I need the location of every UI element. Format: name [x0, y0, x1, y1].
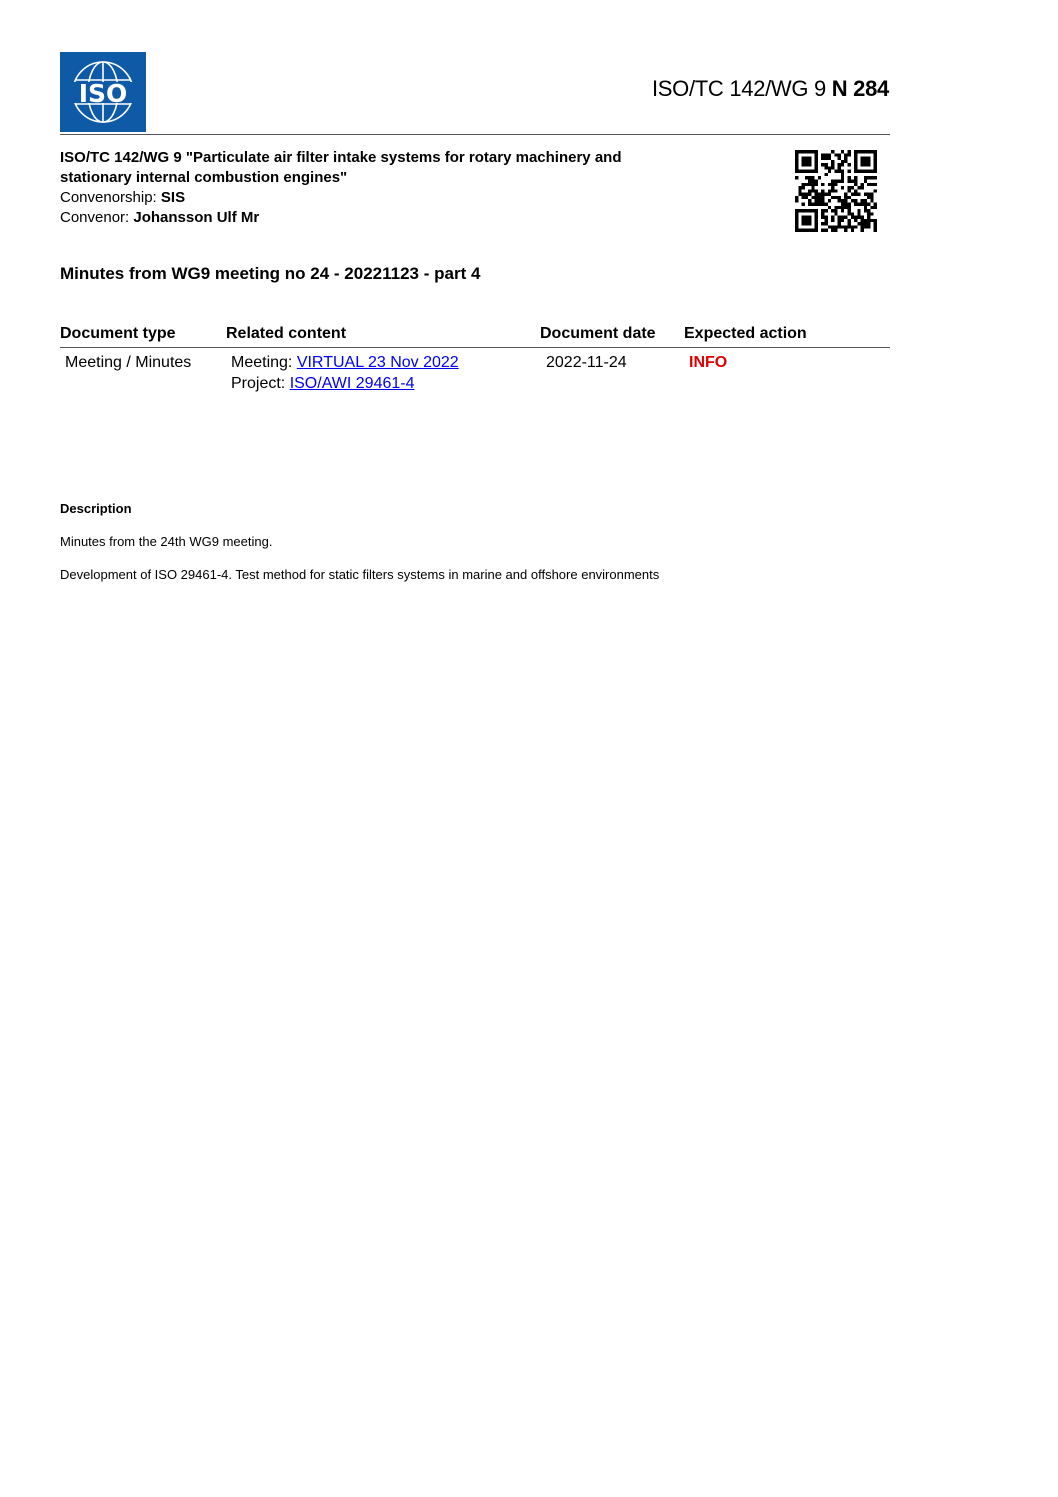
convenor-line	[60, 208, 760, 228]
committee-title-line1: ISO/TC 142/WG 9 "Particulate air filter intake systems for rotary machinery and	[60, 149, 622, 166]
cell-document-type: Meeting / Minutes	[65, 354, 192, 371]
description-heading: Description	[60, 501, 132, 516]
meeting-label: Meeting:	[231, 354, 297, 371]
document-title: Minutes from WG9 meeting no 24 - 20221123 - part 4	[60, 264, 481, 283]
col-header-document-date: Document date	[540, 325, 656, 342]
col-header-document-type: Document type	[60, 325, 176, 342]
qr-code-modules	[795, 150, 877, 232]
project-label: Project:	[231, 375, 290, 392]
col-header-related-content: Related content	[226, 325, 347, 342]
iso-logo-text: ISO	[78, 79, 128, 108]
iso-logo	[60, 52, 146, 132]
committee-title-line2: stationary internal combustion engines"	[60, 169, 348, 186]
document-reference	[652, 76, 889, 102]
reference-number: N 284	[831, 76, 889, 101]
convenor-value: Johansson Ulf Mr	[133, 209, 260, 226]
project-line	[231, 373, 459, 394]
convenor-label: Convenor:	[60, 209, 134, 226]
cell-document-date: 2022-11-24	[546, 354, 627, 371]
meeting-link[interactable]: VIRTUAL 23 Nov 2022	[296, 354, 459, 371]
header-divider	[60, 134, 890, 135]
convenorship-line	[60, 188, 760, 208]
reference-prefix: ISO/TC 142/WG 9	[651, 76, 826, 101]
committee-info	[60, 148, 760, 228]
qr-code-icon	[795, 150, 877, 232]
table-header-divider	[60, 347, 890, 348]
description-line-2: Development of ISO 29461-4. Test method for static filters systems in marine and offshore environments	[60, 567, 660, 582]
cell-related-content	[231, 352, 459, 394]
description-line-1: Minutes from the 24th WG9 meeting.	[60, 534, 273, 549]
col-header-expected-action: Expected action	[684, 325, 807, 342]
project-link[interactable]: ISO/AWI 29461-4	[289, 375, 415, 392]
convenorship-value: SIS	[160, 189, 186, 206]
cell-expected-action: INFO	[689, 354, 728, 371]
meeting-line	[231, 352, 459, 373]
convenorship-label: Convenorship:	[60, 189, 161, 206]
